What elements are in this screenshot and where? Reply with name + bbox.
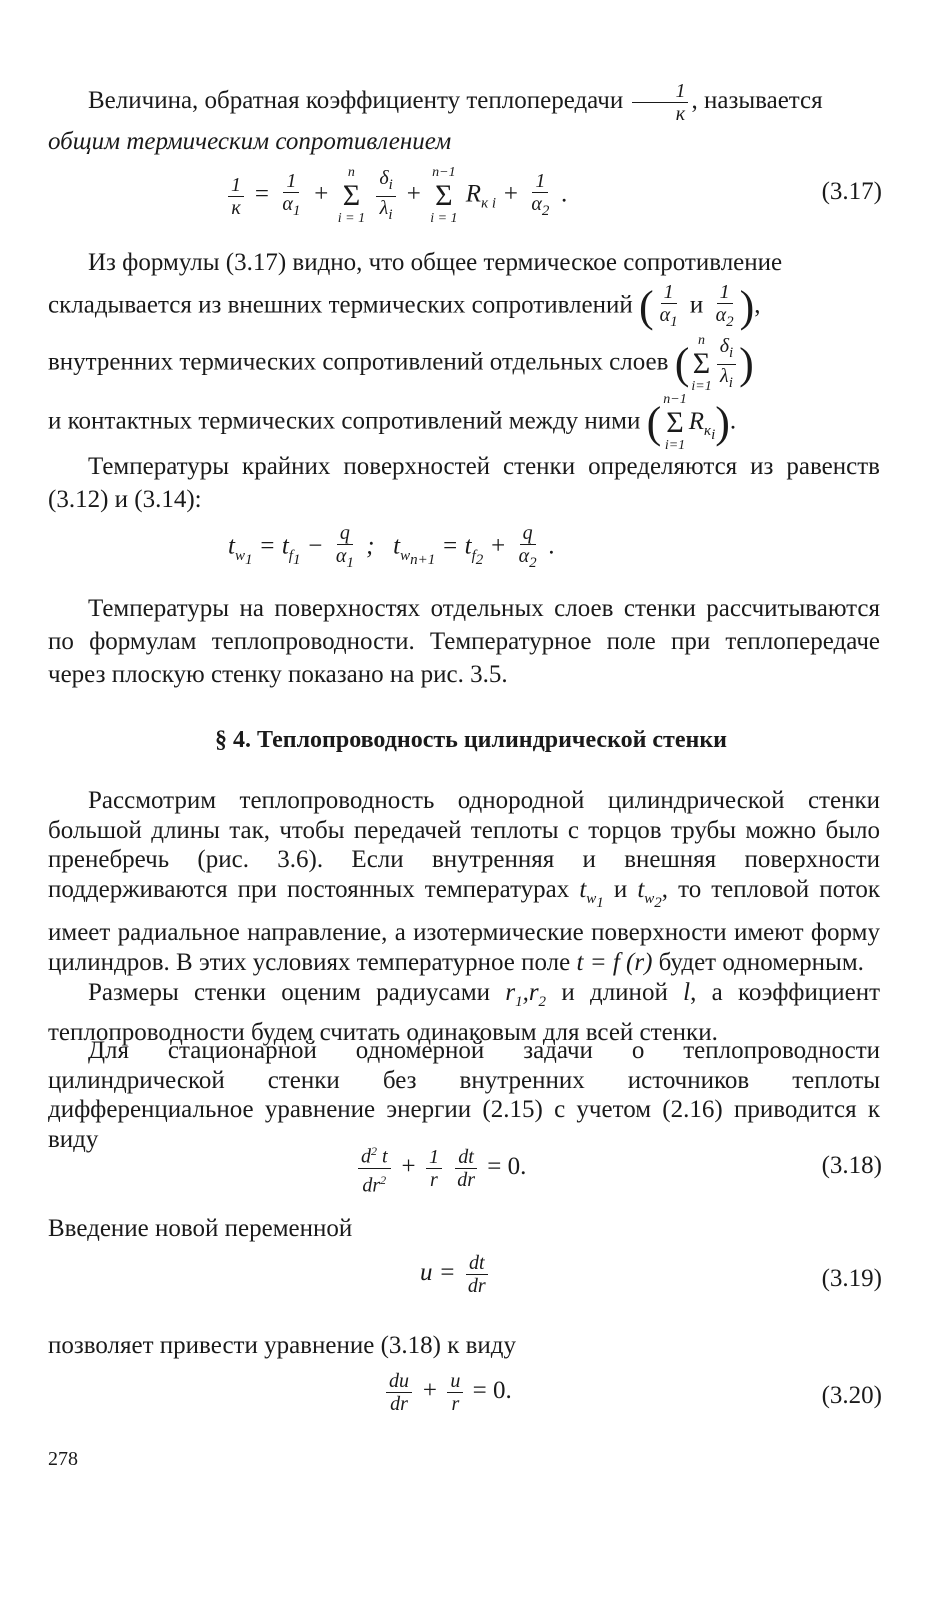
- paragraph-line-contact: и контактных термических сопротивлений между ними ( n−1 Σ i=1 $R_{к_i}$).: [48, 392, 737, 453]
- equation-wall-temperatures: $t_{w_1} = t_{f_1}$ − $\frac{q}{\alpha_1}$ ; $t_{w_{n+1}} = t_{f_2}$ + $\frac{q}{\alpha_2}$ .: [228, 522, 556, 571]
- paragraph-resistances: Из формулы (3.17) видно, что общее термическое сопротивление: [88, 249, 783, 276]
- equation-number-3-19: (3.19): [821, 1265, 882, 1292]
- paragraph-surface-temps: Температуры крайних поверхностей стенки определяются из равенств (3.12) и (3.14):: [48, 453, 880, 513]
- page-number: 278: [48, 1448, 78, 1470]
- paragraph-dimensions: Размеры стенки оценим радиусами $r_1,r_2$ и длиной l, а коэффициент теплопроводности будем считать одинаковым для всей стенки.: [48, 979, 881, 1046]
- paragraph-layer-temps: Температуры на поверхностях отдельных слоев стенки рассчитываются по формулам теплопроводности. Температурное поле при теплопередаче через плоскую стенку показано на рис. 3.5.: [48, 595, 880, 688]
- equation-3-20: $\frac{du}{dr}$ + $\frac{u}{r}$ = 0.: [383, 1370, 512, 1415]
- equation-3-19: u = $\frac{dt}{dr}$: [420, 1252, 486, 1297]
- section-heading: § 4. Теплопроводность цилиндрической стенки: [215, 727, 727, 753]
- paragraph-stationary-problem: Для стационарной одномерной задачи о теплопроводности цилиндрической стенки без внутренних источников теплоты дифференциальное уравнение энергии (2.15) с учетом (2.16) приводится к виду: [48, 1037, 880, 1153]
- equation-number-3-17: (3.17): [821, 178, 882, 205]
- paragraph-new-variable: Введение новой переменной: [48, 1215, 353, 1242]
- equation-3-17: $\frac{1}{к}$ = $\frac{1}{\alpha_1}$ + n Σ i = 1 $\frac{\delta_i}{\lambda_i}$ + n−1 Σ i = 1 $R_{к i}$ + $\frac{1}{\alpha_2}$ .: [225, 165, 568, 227]
- paragraph-cylinder: Рассмотрим теплопроводность однородной цилиндрической стенки большой длины так, чтобы передачей теплоты с торцов трубы можно было пренебречь (рис. 3.6). Если внутренняя и внешняя поверхности поддерживаются при постоянных температурах $t_{w_1}$ и $t_{w_2}$, то тепловой поток имеет радиальное направление, а изотермические поверхности имеют форму цилиндров. В этих условиях температурное поле t = f (r) будет одномерным.: [48, 787, 880, 976]
- fraction-1-over-k: $\frac{1}{к}$: [632, 80, 688, 125]
- equation-number-3-20: (3.20): [821, 1382, 882, 1409]
- paragraph-line-external: складывается из внешних термических сопротивлений ( $\frac{1}{\alpha_1}$ и $\frac{1}{\alpha_2}$ ),: [48, 281, 761, 331]
- equation-number-3-18: (3.18): [821, 1152, 882, 1179]
- paragraph-line-internal: внутренних термических сопротивлений отдельных слоев ( n Σ i=1 $\frac{\delta_i}{\lambda_i}$ ): [48, 333, 754, 394]
- paragraph-transform: позволяет привести уравнение (3.18) к виду: [48, 1332, 517, 1359]
- equation-3-18: $\frac{d^2 t}{dr^2}$ + $\frac{1}{r}$ $\frac{dt}{dr}$ = 0.: [355, 1140, 526, 1196]
- term-italic: общим термическим сопротивлением: [48, 128, 452, 155]
- paragraph-intro: Величина, обратная коэффициенту теплопередачи $\frac{1}{к}$ , называется общим термическим сопротивлением: [48, 80, 823, 155]
